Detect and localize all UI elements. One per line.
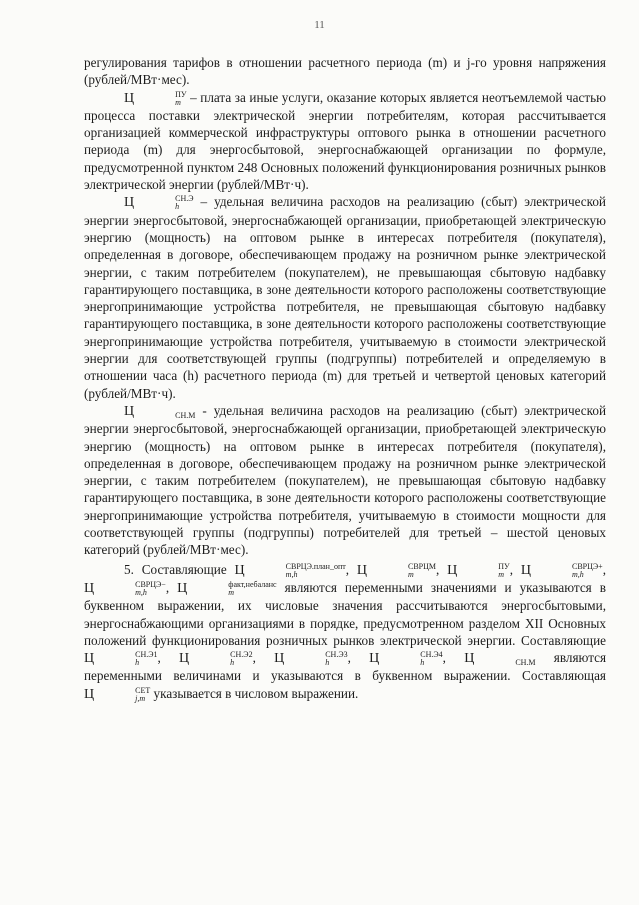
symbol-c-sn-e4: Ц СН.Э4 h — [369, 650, 443, 668]
symbol-c-sn-e: Ц СН.Э h — [124, 194, 194, 212]
symbol-c-svrce-plan: Ц СВРЦЭ.план_опт m,h — [234, 561, 346, 579]
symbol-c-pu-2: Ц ПУ m — [447, 561, 510, 579]
item-5-text-c: указывается в числовом выражении. — [150, 685, 359, 701]
symbol-c-sn-e1: Ц СН.Э1 h — [84, 650, 158, 668]
item-5-intro: 5. Составляющие — [124, 561, 235, 577]
item-5-text-b: являются переменными величинами и указываются в буквенном выражении. Составляющая — [84, 650, 607, 684]
symbol-c-pu: Ц ПУ m — [124, 89, 187, 107]
definition-text: – плата за иные услуги, оказание которых является неотъемлемой частью процесса поставки электрической энергии потребителям, которая рассчитывается организацией коммерческой инфраструктуры оптового рынка в отношении расчетного периода (m) для энергосбытовой, энергоснабжающей организации по формуле, предусмотренной пунктом 248 Основных положений функционирования розничных рынков электрической энергии (рублей/МВт·ч). — [84, 89, 606, 193]
symbol-c-fakt-nebalans: Ц факт,небаланс m — [177, 579, 277, 597]
paragraph-definition-sn-e — [84, 193, 606, 402]
document-body — [84, 54, 606, 703]
symbol-c-set: Ц СЕТ j,m — [84, 685, 151, 703]
paragraph-definition-sn-m — [84, 402, 606, 559]
paragraph-continuation: регулирования тарифов в отношении расчетного периода (m) и j-го уровня напряжения (рублей/МВт·мес). — [84, 55, 606, 88]
paragraph-item-5: 5. Составляющие Ц СВРЦЭ.план_опт m,h , Ц СВРЦМ m , Ц ПУ m , Ц СВРЦЭ+ m,h , Ц СВРЦЭ− m,h , Ц факт,небаланс m являются переменными значениями и указываются в буквенном выражении, их числовые значения рассчитываются энергосбытовыми, энергоснабжающими организациями в порядке, предусмотренном разделом XII Основных положений функционирования розничных рынков электрической энергии. Составляющие Ц СН.Э1 h , Ц СН.Э2 h , Ц СН.Э3 h , Ц СН.Э4 h , Ц СН.М являются переменными величинами и указываются в буквенном выражении. Составляющая Ц СЕТ j,m указывается в числовом выражении. — [84, 561, 607, 703]
symbol-c-sn-m: Ц СН.М — [124, 403, 196, 420]
symbol-c-svrce-plus: Ц СВРЦЭ+ m,h — [520, 561, 603, 579]
symbol-c-sn-e3: Ц СН.Э3 h — [274, 650, 348, 668]
paragraph-definition-pu — [84, 89, 606, 194]
definition-text: - удельная величина расходов на реализацию (сбыт) электрической энергии энергосбытовой, энергоснабжающей организации, приобретающей электрическую энергию (мощность) на оптовом рынке в интересах потребителя (покупателя), определенная в договоре, обеспечивающем продажу на розничном рынке электрической энергии, с таким потребителем (покупателем), не превышающая сбытовую надбавку гарантирующего поставщика, в зоне деятельности которого расположены соответствующие энергопринимающие устройства потребителя, учитываемую в стоимости мощности для соответствующей группы (подгруппы) потребителей для третьей – шестой ценовых категорий (рублей/МВт·мес). — [84, 402, 606, 558]
page-number: 11 — [314, 19, 325, 31]
symbol-c-svrce-minus: Ц СВРЦЭ− m,h — [84, 579, 166, 597]
symbol-c-sn-m-2: Ц СН.М — [464, 651, 536, 668]
item-5-text-a: являются переменными значениями и указываются в буквенном выражении, их числовые значения рассчитываются энергосбытовыми, энергоснабжающими организациями в порядке, предусмотренном разделом XII Основных положений функционирования розничных рынков электрической энергии. Составляющие — [84, 579, 606, 648]
symbol-c-sn-e2: Ц СН.Э2 h — [179, 650, 253, 668]
symbol-c-svrcm: Ц СВРЦМ m — [356, 561, 437, 579]
definition-text: – удельная величина расходов на реализацию (сбыт) электрической энергии энергосбытовой, энергоснабжающей организации, приобретающей электрическую энергию (мощность) на оптовом рынке в интересах потребителя (покупателя), определенная в договоре, обеспечивающем продажу на розничном рынке электрической энергии, с таким потребителем (покупателем), не превышающая сбытовую надбавку гарантирующего поставщика, в зоне деятельности которого расположены соответствующие энергопринимающие устройства потребителя, не превышающая сбытовую надбавку гарантирующего поставщика, в зоне деятельности которого расположены соответствующие энергопринимающие устройства потребителя, учитываемую в стоимости электрической энергии для соответствующей группы (подгруппы) потребителей и определяемую в отношении часа (h) расчетного периода (m) для третьей и четвертой ценовых категорий (рублей/МВт·ч). — [84, 194, 606, 401]
